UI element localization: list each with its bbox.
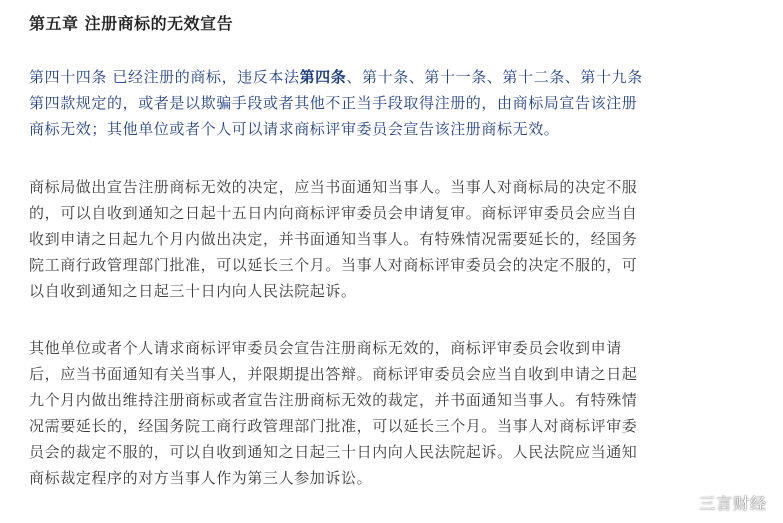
paragraph-line: 收到申请之日起九个月内做出决定，并书面通知当事人。有特殊情况需要延长的，经国务: [29, 230, 638, 248]
article-44-paragraph: [29, 64, 754, 142]
paragraph-line: 其他单位或者个人请求商标评审委员会宣告注册商标无效的，商标评审委员会收到申请: [29, 339, 622, 357]
invalidation-decision-paragraph: [29, 174, 754, 304]
chapter-heading: 第五章 注册商标的无效宣告: [29, 14, 234, 33]
article-44-line-2: 第四款规定的，或者是以欺骗手段或者其他不正当手段取得注册的，由商标局宣告该注册: [29, 94, 638, 112]
article-44-line-1-rest: 、第十条、第十一条、第十二条、第十九条: [346, 68, 643, 86]
article-4-reference: 第四条: [299, 68, 347, 86]
paragraph-line: 员会的裁定不服的，可以自收到通知之日起三十日内向人民法院起诉。人民法院应当通知: [29, 443, 638, 461]
paragraph-line: 况需要延长的，经国务院工商行政管理部门批准，可以延长三个月。当事人对商标评审委: [29, 417, 638, 435]
watermark: [663, 491, 767, 514]
paragraph-line: 九个月内做出维持注册商标或者宣告注册商标无效的裁定，并书面通知当事人。有特殊情: [29, 391, 638, 409]
wechat-icon: [663, 492, 693, 514]
invalidation-request-paragraph: [29, 335, 754, 491]
paragraph-line: 商标裁定程序的对方当事人作为第三人参加诉讼。: [29, 469, 373, 487]
paragraph-line: 院工商行政管理部门批准，可以延长三个月。当事人对商标评审委员会的决定不服的，可: [29, 256, 638, 274]
paragraph-line: 后，应当书面通知有关当事人，并限期提出答辩。商标评审委员会应当自收到申请之日起: [29, 365, 638, 383]
article-44-line-3: 商标无效；其他单位或者个人可以请求商标评审委员会宣告该注册商标无效。: [29, 120, 560, 138]
paragraph-line: 的，可以自收到通知之日起十五日内向商标评审委员会申请复审。商标评审委员会应当自: [29, 204, 638, 222]
article-44-line-1: [29, 64, 754, 90]
watermark-text: 三言财经: [698, 494, 767, 513]
paragraph-line: 以自收到通知之日起三十日内向人民法院起诉。: [29, 282, 357, 300]
article-44-lead: 第四十四条 已经注册的商标，违反本法: [29, 68, 300, 86]
paragraph-line: 商标局做出宣告注册商标无效的决定，应当书面通知当事人。当事人对商标局的决定不服: [29, 178, 638, 196]
